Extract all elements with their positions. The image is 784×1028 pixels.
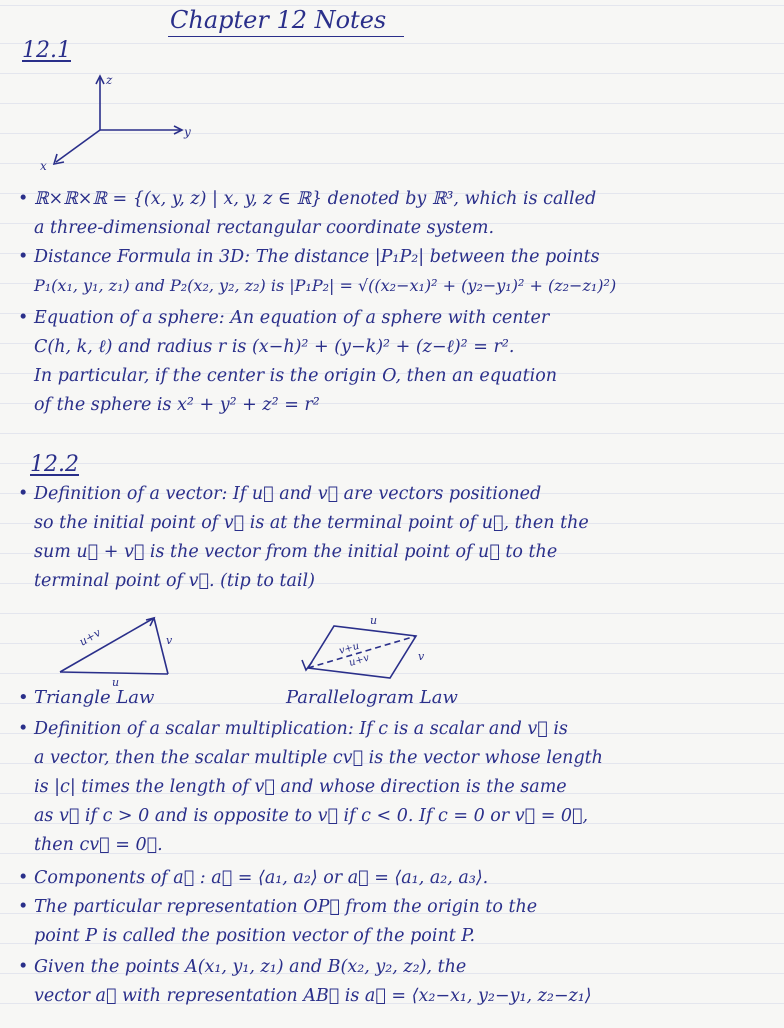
note-line: C(h, k, ℓ) and radius r is (x−h)² + (y−k)² + (z−ℓ)² = r². (34, 337, 515, 357)
note-line: • Distance Formula in 3D: The distance |P₁P₂| between the points (18, 247, 600, 267)
note-line: terminal point of v⃗. (tip to tail) (34, 571, 315, 591)
parallelogram-shape (308, 626, 416, 678)
note-line: • The particular representation OP⃗ from the origin to the (18, 897, 538, 917)
note-line: • ℝ×ℝ×ℝ = {(x, y, z) | x, y, z ∈ ℝ} denoted by ℝ³, which is called (18, 189, 597, 209)
vector-u (60, 672, 168, 674)
note-line: • Definition of a vector: If u⃗ and v⃗ are vectors positioned (18, 484, 542, 504)
note-line: • Definition of a scalar multiplication: If c is a scalar and v⃗ is (18, 719, 568, 739)
vector-u-plus-v (60, 618, 154, 672)
triangle-law-label: • Triangle Law (18, 687, 155, 708)
note-line: • Given the points A(x₁, y₁, z₁) and B(x₂, y₂, z₂), the (18, 957, 467, 977)
triangle-label-v: v (166, 634, 173, 647)
triangle-law-diagram (52, 610, 192, 686)
parallelogram-label-u-plus-v: u+v (347, 652, 371, 669)
note-line: • Equation of a sphere: An equation of a sphere with center (18, 308, 550, 328)
section-heading-12-1: 12.1 (22, 38, 71, 63)
3d-axes-diagram (30, 66, 210, 178)
x-axis-line (56, 130, 100, 162)
note-line: vector a⃗ with representation AB⃗ is a⃗ = ⟨x₂−x₁, y₂−y₁, z₂−z₁⟩ (34, 986, 592, 1006)
note-line: then cv⃗ = 0⃗. (34, 835, 163, 855)
note-line: P₁(x₁, y₁, z₁) and P₂(x₂, y₂, z₂) is |P₁P₂| = √((x₂−x₁)² + (y₂−y₁)² + (z₂−z₁)²) (34, 276, 617, 295)
note-line: of the sphere is x² + y² + z² = r² (34, 395, 320, 415)
page-title: Chapter 12 Notes (168, 6, 404, 37)
parallelogram-label-v-plus-u: v+u (337, 640, 361, 657)
parallelogram-label-u: u (370, 614, 378, 627)
parallelogram-law-label: Parallelogram Law (286, 687, 458, 708)
y-axis-label: y (184, 125, 191, 139)
triangle-label-u-plus-v: u+v (77, 626, 103, 649)
parallelogram-law-diagram (294, 612, 434, 688)
note-line: is |c| times the length of v⃗ and whose direction is the same (34, 777, 567, 797)
note-line: sum u⃗ + v⃗ is the vector from the initial point of u⃗ to the (34, 542, 558, 562)
note-line: point P is called the position vector of the point P. (34, 926, 476, 946)
section-heading-12-2: 12.2 (30, 452, 79, 477)
z-axis-label: z (106, 73, 113, 87)
note-line: a vector, then the scalar multiple cv⃗ is the vector whose length (34, 748, 603, 768)
note-line: so the initial point of v⃗ is at the terminal point of u⃗, then the (34, 513, 589, 533)
x-axis-label: x (40, 159, 47, 173)
note-line: In particular, if the center is the origin O, then an equation (34, 366, 558, 386)
note-line: as v⃗ if c > 0 and is opposite to v⃗ if c < 0. If c = 0 or v⃗ = 0⃗, (34, 806, 589, 826)
parallelogram-label-v: v (418, 650, 425, 663)
note-line: • Components of a⃗ : a⃗ = ⟨a₁, a₂⟩ or a⃗ = ⟨a₁, a₂, a₃⟩. (18, 868, 489, 888)
note-line: a three-dimensional rectangular coordinate system. (34, 218, 495, 238)
triangle-label-u: u (112, 676, 120, 686)
